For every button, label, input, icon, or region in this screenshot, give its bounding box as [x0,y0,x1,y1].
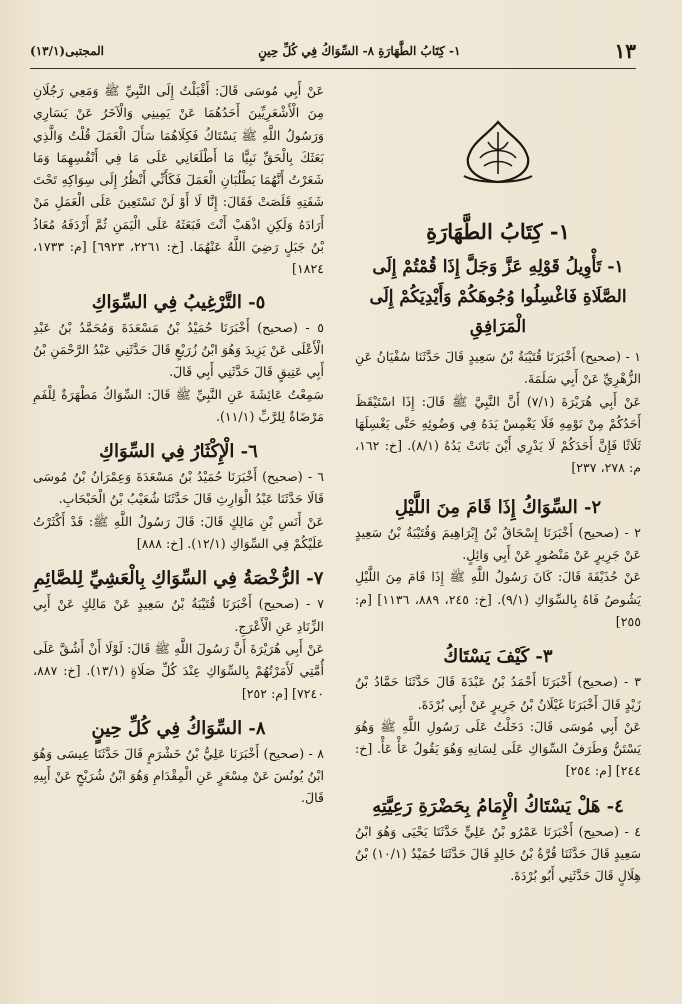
chapter-5-title: ٥- التَّرْغِيبُ فِي السِّوَاكِ [91,291,266,313]
page-number: ١٣ [614,39,636,63]
chapter-7-title: ٧- الرُّخْصَةُ فِي السِّوَاكِ بِالْعَشِيِّ لِلصَّائِمِ [33,568,324,590]
hadith-1-matn: عَنْ أَبِي هُرَيْرَةَ (٧/١) أَنَّ النَّبِيَّ ﷺ قَالَ: إِذَا اسْتَيْقَظَ أَحَدُكُمْ مِنْ نَوْمِهِ فَلَا يَغْمِسْ يَدَهُ فِي وَضُوئِهِ حَتَّى يَغْسِلَهَا ثَلَاثًا فَإِنَّ أَحَدَكُمْ لَا يَدْرِي أَيْنَ بَاتَتْ يَدُهُ (٨/١). [خ: ١٦٢، م: ٢٧٨، ٢٣٧] [355,393,641,476]
hadith-2-matn: عَنْ حُذَيْفَةَ قَالَ: كَانَ رَسُولُ اللَّهِ ﷺ إِذَا قَامَ مِنَ اللَّيْلِ يَشُوصُ فَاهُ بِالسِّوَاكِ (٩/١). [خ: ٢٤٥، ٨٨٩، ١١٣٦] [م: ٢٥٥] [355,569,641,629]
running-header [30,38,636,64]
left-column [33,80,324,810]
chapter-1-title: ١- تَأْوِيلُ قَوْلِهِ عَزَّ وَجَلَّ إِذَا قُمْتُمْ إِلَى الصَّلَاةِ فَاغْسِلُوا وُجُوهَكُمْ وَأَيْدِيَكُمْ إِلَى الْمَرَافِقِ [369,257,627,337]
chapter-4-title: ٤- هَلْ يَسْتَاكُ الْإِمَامُ بِحَضْرَةِ رَعِيَّتِهِ [372,795,624,817]
hadith-6-matn: عَنْ أَنَسِ بْنِ مَالِكٍ قَالَ: قَالَ رَسُولُ اللَّهِ ﷺ: قَدْ أَكْثَرْتُ عَلَيْكُمْ فِي السِّوَاكِ (١٢/١). [خ: ٨٨٨] [33,513,324,552]
chapter-6-title: ٦- الْإِكْثَارُ فِي السِّوَاكِ [99,441,258,463]
hadith-1-isnad: ١ - (صحيح) أَخْبَرَنَا قُتَيْبَةُ بْنُ سَعِيدٍ قَالَ حَدَّثَنَا سُفْيَانُ عَنِ الزُّهْرِيِّ عَنْ أَبِي سَلَمَةَ. [355,349,641,387]
chapter-2-title: ٢- السِّوَاكُ إِذَا قَامَ مِنَ اللَّيْلِ [394,496,602,518]
hadith-5-matn: سَمِعْتُ عَائِشَةَ عَنِ النَّبِيِّ ﷺ قَالَ: السِّوَاكُ مَطْهَرَةٌ لِلْفَمِ مَرْضَاةٌ لِلرَّبِّ (١١/١). [33,386,324,424]
right-column [355,80,641,888]
header-rule [30,68,636,69]
hadith-3-matn: عَنْ أَبِي مُوسَى قَالَ: دَخَلْتُ عَلَى رَسُولِ اللَّهِ ﷺ وَهُوَ يَسْتَنُّ وَطَرَفُ السِّوَاكِ عَلَى لِسَانِهِ وَهُوَ يَقُولُ عَأْ عَأْ. [خ: ٢٤٤] [م: ٢٥٤] [355,718,641,779]
book-title: ١- كِتَابُ الطَّهَارَةِ [426,219,570,244]
hadith-6-isnad: ٦ - (صحيح) أَخْبَرَنَا حُمَيْدُ بْنُ مَسْعَدَةَ وَعِمْرَانُ بْنُ مُوسَى قَالَا حَدَّثَنَا عَبْدُ الْوَارِثِ قَالَ حَدَّثَنَا شُعَيْبُ بْنُ الْحَبْحَابِ. [33,469,324,507]
hadith-2-isnad: ٢ - (صحيح) أَخْبَرَنَا إِسْحَاقُ بْنُ إِبْرَاهِيمَ وَقُتَيْبَةُ بْنُ سَعِيدٍ عَنْ جَرِيرٍ عَنْ مَنْصُورٍ عَنْ أَبِي وَائِلٍ. [355,524,641,563]
chapter-3-title: ٣- كَيْفَ يَسْتَاكُ [443,646,553,668]
hadith-8-isnad: ٨ - (صحيح) أَخْبَرَنَا عَلِيُّ بْنُ خَشْرَمٍ قَالَ حَدَّثَنَا عِيسَى وَهُوَ ابْنُ يُونُسَ عَنْ مِسْعَرٍ عَنِ الْمِقْدَامِ وَهُوَ ابْنُ شُرَيْحٍ عَنْ أَبِيهِ قَالَ. [33,745,324,806]
hadith-7-matn: عَنْ أَبِي هُرَيْرَةَ أَنَّ رَسُولَ اللَّهِ ﷺ قَالَ: لَوْلَا أَنْ أَشُقَّ عَلَى أُمَّتِي لَأَمَرْتُهُمْ بِالسِّوَاكِ عِنْدَ كُلِّ صَلَاةٍ (١٣/١). [خ: ٨٨٧، ٧٢٤٠] [م: ٢٥٢] [33,640,324,701]
hadith-4-isnad: ٤ - (صحيح) أَخْبَرَنَا عَمْرُو بْنُ عَلِيٍّ حَدَّثَنَا يَحْيَى وَهُوَ ابْنُ سَعِيدٍ قَالَ حَدَّثَنَا قُرَّةُ بْنُ خَالِدٍ قَالَ حَدَّثَنَا حُمَيْدُ (١٠/١) بْنُ هِلَالٍ قَالَ حَدَّثَنِي أَبُو بُرْدَةَ. [355,823,641,884]
chapter-8-title: ٨- السِّوَاكُ فِي كُلِّ حِينٍ [91,717,266,739]
hadith-3-isnad: ٣ - (صحيح) أَخْبَرَنَا أَحْمَدُ بْنُ عَبْدَةَ قَالَ حَدَّثَنَا حَمَّادُ بْنُ زَيْدٍ قَالَ أَخْبَرَنَا غَيْلَانُ بْنُ جَرِيرٍ عَنْ أَبِي بُرْدَةَ. [355,674,641,712]
volume-reference: المجتبى(١٣/١) [30,44,105,58]
hadith-5-isnad: ٥ - (صحيح) أَخْبَرَنَا حُمَيْدُ بْنُ مَسْعَدَةَ وَمُحَمَّدُ بْنُ عَبْدِ الْأَعْلَى عَنْ يَزِيدَ وَهُوَ ابْنُ زُرَيْعٍ قَالَ حَدَّثَنِي عَبْدُ الرَّحْمَنِ بْنُ أَبِي عَتِيقٍ قَالَ حَدَّثَنِي أَبِي قَالَ. [33,319,324,380]
calligraphy-seal-icon [458,118,538,188]
running-title: ١- كِتَابُ الطَّهَارَةِ ٨- السِّوَاكُ فِي كُلِّ حِينٍ [258,44,461,58]
hadith-4-continuation: عَنْ أَبِي مُوسَى قَالَ: أَقْبَلْتُ إِلَى النَّبِيِّ ﷺ وَمَعِي رَجُلَانِ مِنَ الْأَشْعَرِيِّينَ أَحَدُهُمَا عَنْ يَمِينِي وَالْآخَرُ عَنْ يَسَارِي وَرَسُولُ اللَّهِ ﷺ يَسْتَاكُ فَكِلَاهُمَا سَأَلَ الْعَمَلَ قُلْتُ وَالَّذِي بَعَثَكَ بِالْحَقِّ نَبِيًّا مَا أَطْلَعَانِي عَلَى مَا فِي أَنْفُسِهِمَا وَمَا شَعَرْتُ أَنَّهُمَا يَطْلُبَانِ الْعَمَلَ فَكَأَنِّي أَنْظُرُ إِلَى سِوَاكِهِ تَحْتَ شَفَتِهِ قَلَصَتْ فَقَالَ: إِنَّا لَا أَوْ لَنْ نَسْتَعِينَ عَلَى الْعَمَلِ مَنْ أَرَادَهُ وَلَكِنِ اذْهَبْ أَنْتَ فَبَعَثَهُ عَلَى الْيَمَنِ ثُمَّ أَرْدَفَهُ مُعَاذُ بْنُ جَبَلٍ رَضِيَ اللَّهُ عَنْهُمَا. [خ: ٢٢٦١، ٦٩٢٣] [م: ١٧٣٣، ١٨٢٤] [33,83,324,277]
hadith-7-isnad: ٧ - (صحيح) أَخْبَرَنَا قُتَيْبَةُ بْنُ سَعِيدٍ عَنْ مَالِكٍ عَنْ أَبِي الزِّنَادِ عَنِ الْأَعْرَجِ. [33,596,324,634]
